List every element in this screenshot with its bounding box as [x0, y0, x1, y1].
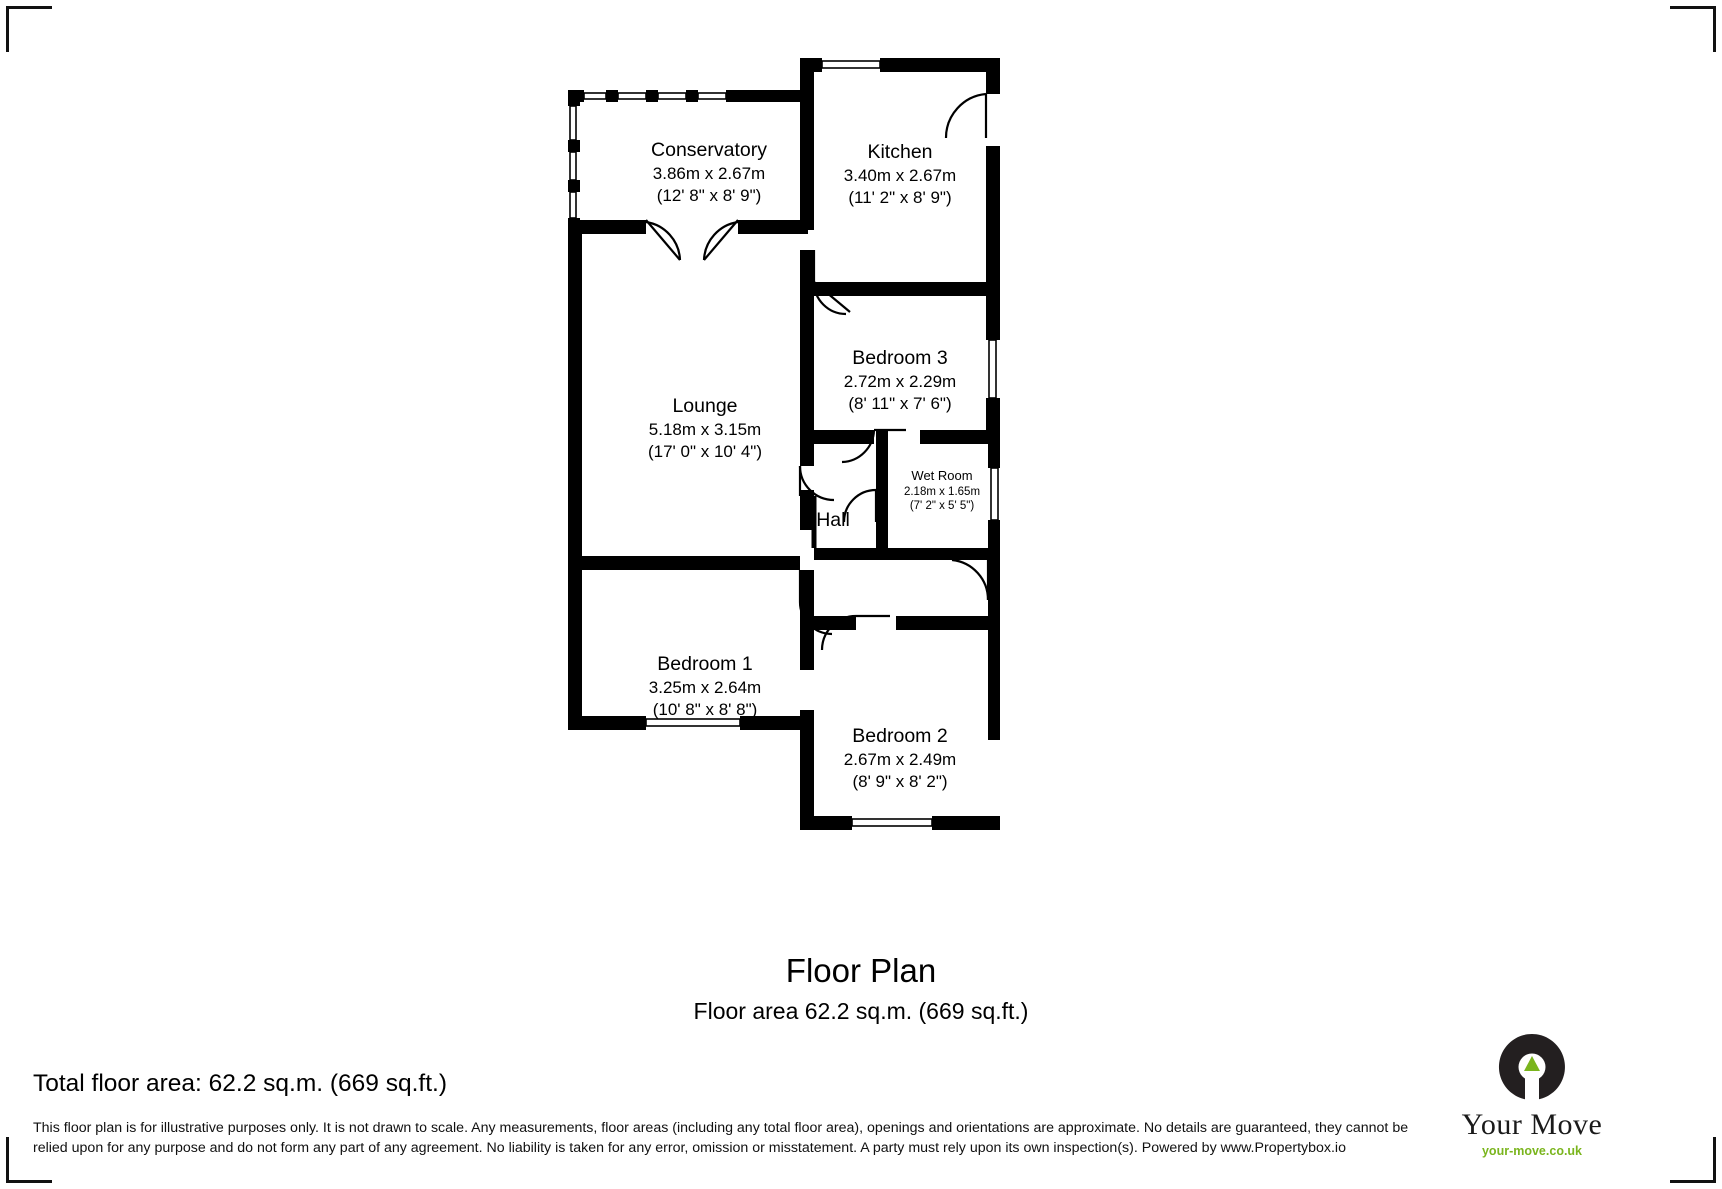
- brand-website: your-move.co.uk: [1481, 1144, 1583, 1158]
- room-dimension-metric: 3.86m x 2.67m: [652, 163, 766, 183]
- room-name: Bedroom 1: [657, 653, 753, 675]
- room-dimension-imperial: (11' 2" x 8' 9"): [848, 187, 952, 207]
- room-dimension-metric: 2.18m x 1.65m: [903, 485, 981, 498]
- brand-logo: [1382, 1030, 1682, 1158]
- room-name: Kitchen: [867, 141, 933, 163]
- room-name: Lounge: [672, 395, 738, 417]
- page-title: Floor Plan: [785, 952, 937, 989]
- room-label-bedroom-3: [800, 346, 1000, 414]
- room-dimension-imperial: (7' 2" x 5' 5"): [909, 500, 975, 513]
- floor-plan-drawing: [560, 50, 1060, 860]
- room-dimension-metric: 3.25m x 2.64m: [648, 677, 762, 697]
- your-move-logo-icon: [1495, 1030, 1569, 1104]
- room-dimension-imperial: (8' 11" x 7' 6"): [848, 393, 952, 413]
- room-label-kitchen: [800, 140, 1000, 208]
- room-dimension-metric: 2.67m x 2.49m: [843, 749, 957, 769]
- room-label-wet-room: [882, 468, 1002, 514]
- floor-area-subtitle: Floor area 62.2 sq.m. (669 sq.ft.): [693, 998, 1029, 1024]
- room-dimension-metric: 5.18m x 3.15m: [648, 419, 762, 439]
- total-floor-area: Total floor area: 62.2 sq.m. (669 sq.ft.): [33, 1070, 447, 1097]
- room-label-hall: [788, 508, 878, 533]
- room-dimension-metric: 3.40m x 2.67m: [843, 165, 957, 185]
- room-dimension-imperial: (17' 0" x 10' 4"): [647, 441, 762, 461]
- disclaimer-text: This floor plan is for illustrative purposes only. It is not drawn to scale. Any measurements, floor areas (including any total floor area), openings and orientations are approximate. No details are guaranteed, they cannot be relied upon for any purpose and do not form any part of any agreement. No liability is taken for any error, omission or misstatement. A party must rely upon its own inspection(s). Powered by www.Propertybox.io: [33, 1120, 1409, 1157]
- brand-name: Your Move: [1461, 1108, 1603, 1141]
- crop-mark-top-right: [1670, 6, 1716, 52]
- room-label-conservatory: [604, 138, 814, 206]
- room-name: Bedroom 3: [852, 347, 948, 369]
- crop-mark-top-left: [6, 6, 52, 52]
- room-label-bedroom-1: [590, 652, 820, 720]
- room-name: Hall: [816, 509, 850, 531]
- room-label-bedroom-2: [800, 724, 1000, 792]
- room-label-lounge: [590, 394, 820, 462]
- room-dimension-imperial: (10' 8" x 8' 8"): [652, 699, 758, 719]
- room-dimension-metric: 2.72m x 2.29m: [843, 371, 957, 391]
- room-name: Bedroom 2: [852, 725, 948, 747]
- room-dimension-imperial: (12' 8" x 8' 9"): [656, 185, 762, 205]
- room-dimension-imperial: (8' 9" x 8' 2"): [852, 771, 948, 791]
- room-name: Conservatory: [651, 139, 767, 161]
- room-name: Wet Room: [911, 468, 973, 483]
